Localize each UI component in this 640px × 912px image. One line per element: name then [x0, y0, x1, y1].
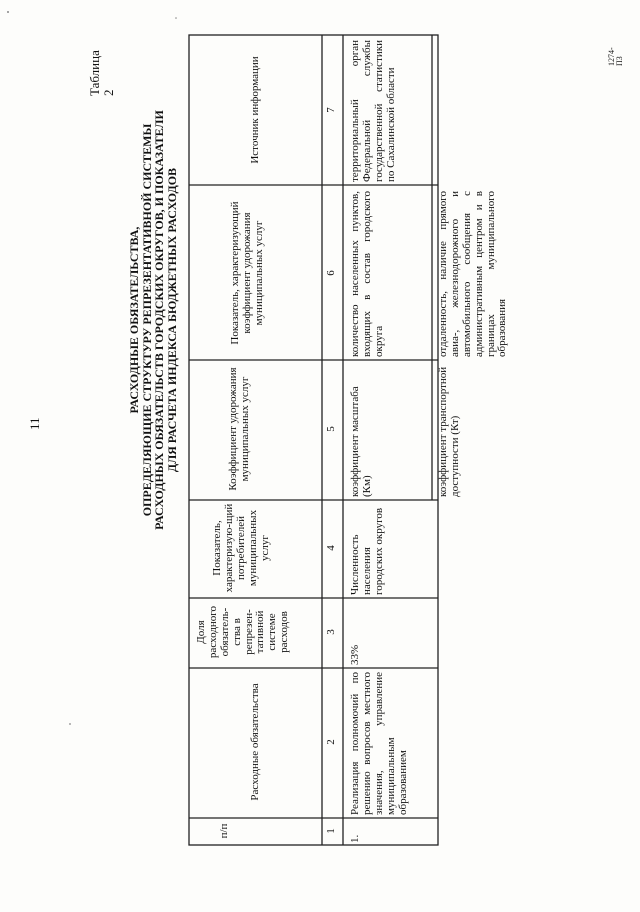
header-indicator: Показатель, характеризующий коэффициент удорожания муниципальных услуг — [229, 201, 265, 345]
header-source: Источник информации — [249, 56, 261, 164]
column-number: 3 — [325, 629, 337, 635]
column-number: 6 — [325, 270, 337, 276]
share-value: 33% — [349, 644, 361, 665]
table-label: Таблица 2 — [87, 50, 116, 96]
column-number: 7 — [325, 107, 337, 113]
heading — [128, 40, 178, 600]
coefficient-transport: коэффициент транспортной доступности (Кт) — [437, 366, 461, 497]
column-number: 5 — [325, 426, 337, 432]
header-coefficient: Коэффициент удорожания муниципальных услуг — [227, 367, 251, 491]
source-statistics: территориальный орган Федеральной службы государственной статистики по Сахалинской области — [349, 40, 397, 182]
row-number: 1. — [349, 834, 361, 843]
heading-line: ДЛЯ РАСЧЕТА ИНДЕКСА БЮДЖЕТНЫХ РАСХОДОВ — [164, 167, 179, 473]
header-obligation: Расходные обязательства — [249, 683, 261, 801]
obligation-text: Реализация полномочий по решению вопросов местного значения, управление муниципальным образованием — [349, 672, 409, 815]
column-number: 4 — [325, 545, 337, 551]
column-number: 1 — [325, 828, 337, 834]
consumers-text: Численность населения городских округов — [349, 507, 385, 595]
header-consumers: Показатель, характеризую-щий потребителей муниципальных услуг — [211, 503, 271, 593]
column-number: 2 — [325, 739, 337, 745]
doc-code: 1274-ПЗ — [607, 47, 625, 66]
heading-line: РАСХОДНЫХ ОБЯЗАТЕЛЬСТВ ГОРОДСКИХ ОКРУГОВ, И ПОКАЗАТЕЛИ — [152, 110, 167, 530]
indicator-remoteness: отдаленность, наличие прямого авиа-, железнодорожного и автомобильного сообщения с административным центром и в границах муниципального образования — [437, 191, 509, 357]
heading-line: РАСХОДНЫЕ ОБЯЗАТЕЛЬСТВА, — [127, 226, 141, 414]
header-share: Доля расходного обязатель-ства в репрезен-тативной системе расходов — [195, 605, 291, 659]
indicator-settlements: количество населенных пунктов, входящих в состав городского округа — [349, 191, 385, 357]
coefficient-scale: коэффициент масштаба (Км) — [349, 386, 373, 497]
page-number: 11 — [27, 417, 42, 430]
heading-line: ОПРЕДЕЛЯЮЩИЕ СТРУКТУРУ РЕПРЕЗЕНТАТИВНОЙ СИСТЕМЫ — [139, 123, 154, 517]
header-num: п/п — [218, 823, 230, 839]
